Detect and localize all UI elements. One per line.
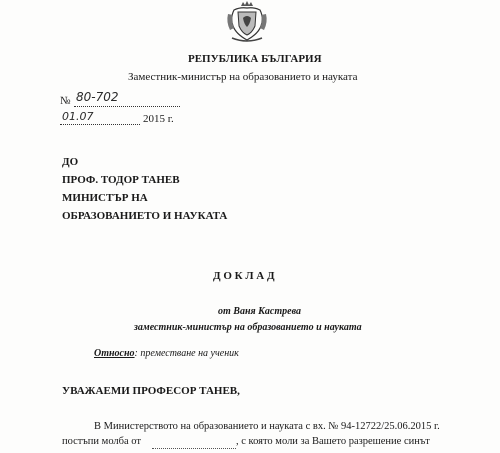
addressee-to: ДО <box>62 156 79 168</box>
subject-label: Относно <box>94 348 135 359</box>
number-dotted-line <box>74 106 180 107</box>
body-line-2-start: постъпи молба от <box>62 436 141 447</box>
body-line-2-end: , с която моли за Вашето разрешение синът <box>236 436 430 447</box>
subject-text: : преместване на ученик <box>134 348 239 359</box>
coat-of-arms-icon <box>224 0 270 42</box>
report-from-title: заместник-министър на образованието и науката <box>134 322 362 333</box>
date-dotted-line <box>60 124 140 125</box>
office-title: Заместник-министър на образованието и науката <box>128 71 358 83</box>
addressee-title-2: ОБРАЗОВАНИЕТО И НАУКАТА <box>62 210 228 222</box>
subject-line <box>94 348 239 359</box>
addressee-title-1: МИНИСТЪР НА <box>62 192 148 204</box>
report-from: от Ваня Кастрева <box>218 306 301 317</box>
redacted-name-blank <box>152 448 236 449</box>
year-label: 2015 г. <box>143 113 174 125</box>
salutation: УВАЖАЕМИ ПРОФЕСОР ТАНЕВ, <box>62 385 240 397</box>
report-heading: Д О К Л А Д <box>213 270 275 282</box>
country-name: РЕПУБЛИКА БЪЛГАРИЯ <box>188 53 322 65</box>
number-prefix: № <box>60 95 71 107</box>
body-line-1: В Министерството на образованието и науката с вх. № 94-12722/25.06.2015 г. <box>94 421 440 432</box>
handwritten-date: 01.07 <box>62 110 94 123</box>
addressee-name: ПРОФ. ТОДОР ТАНЕВ <box>62 174 180 186</box>
handwritten-number: 80-702 <box>76 90 119 104</box>
